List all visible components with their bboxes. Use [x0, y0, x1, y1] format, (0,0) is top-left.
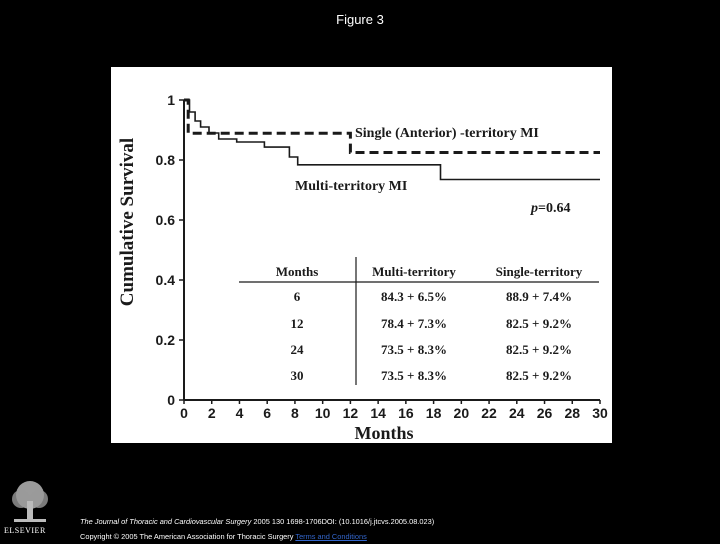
citation-details: 2005 130 1698-1706DOI: (10.1016/j.jtcvs.2005.08.023)	[251, 517, 435, 526]
table-cell: 88.9 + 7.4%	[506, 289, 572, 304]
table-cell: 73.5 + 8.3%	[381, 368, 447, 383]
x-tick-label: 22	[481, 405, 497, 421]
x-axis-label: Months	[354, 423, 414, 443]
x-tick-label: 30	[592, 405, 608, 421]
x-tick-label: 16	[398, 405, 414, 421]
table-cell: 82.5 + 9.2%	[506, 316, 572, 331]
table-cell: 12	[290, 316, 304, 331]
x-tick-label: 2	[207, 405, 216, 421]
multi-territory-label: Multi-territory MI	[295, 179, 408, 194]
table-cell: 30	[290, 368, 304, 383]
x-tick-label: 6	[263, 405, 272, 421]
table-cell: 73.5 + 8.3%	[381, 342, 447, 357]
y-tick-label: 0	[167, 392, 175, 408]
y-tick-label: 0.2	[155, 332, 175, 348]
x-tick-label: 8	[291, 405, 299, 421]
single-territory-label: Single (Anterior) -territory MI	[355, 126, 539, 141]
table-cell: 24	[290, 342, 304, 357]
x-tick-label: 14	[370, 405, 386, 421]
journal-name: The Journal of Thoracic and Cardiovascular Surgery	[80, 517, 252, 526]
table-cell: 84.3 + 6.5%	[381, 289, 447, 304]
table-cell: 6	[293, 289, 301, 304]
publisher-name: ELSEVIER	[4, 526, 46, 535]
survival-table	[239, 257, 599, 385]
y-tick-label: 1	[167, 92, 175, 108]
x-tick-label: 12	[342, 405, 359, 421]
citation-line	[80, 514, 434, 529]
x-tick-label: 26	[536, 405, 553, 421]
y-tick-label: 0.4	[155, 272, 175, 288]
x-tick-label: 18	[425, 405, 442, 421]
x-tick-label: 20	[453, 405, 470, 421]
survival-chart	[111, 67, 612, 443]
p-label: p	[531, 201, 538, 216]
chart-panel	[111, 67, 612, 443]
x-tick-label: 0	[180, 405, 188, 421]
table-header-cell: Single-territory	[495, 264, 583, 279]
x-tick-label: 4	[235, 405, 244, 421]
terms-link[interactable]: Terms and Conditions	[295, 532, 367, 541]
table-cell: 82.5 + 9.2%	[506, 368, 572, 383]
table-header-cell: Multi-territory	[372, 264, 456, 279]
table-header-cell: Months	[275, 264, 319, 279]
y-tick-label: 0.8	[155, 152, 175, 168]
table-cell: 82.5 + 9.2%	[506, 342, 572, 357]
p-value: =0.64	[538, 201, 571, 216]
y-axis-label: Cumulative Survival	[117, 137, 138, 307]
table-cell: 78.4 + 7.3%	[381, 316, 447, 331]
p-value-annotation	[530, 201, 570, 216]
x-tick-label: 28	[564, 405, 581, 421]
x-tick-label: 24	[509, 405, 525, 421]
copyright-text: Copyright © 2005 The American Association for Thoracic Surgery	[80, 532, 296, 541]
figure-title: Figure 3	[336, 12, 384, 27]
x-tick-label: 10	[314, 405, 331, 421]
y-tick-label: 0.6	[155, 212, 175, 228]
copyright-line	[80, 529, 434, 544]
